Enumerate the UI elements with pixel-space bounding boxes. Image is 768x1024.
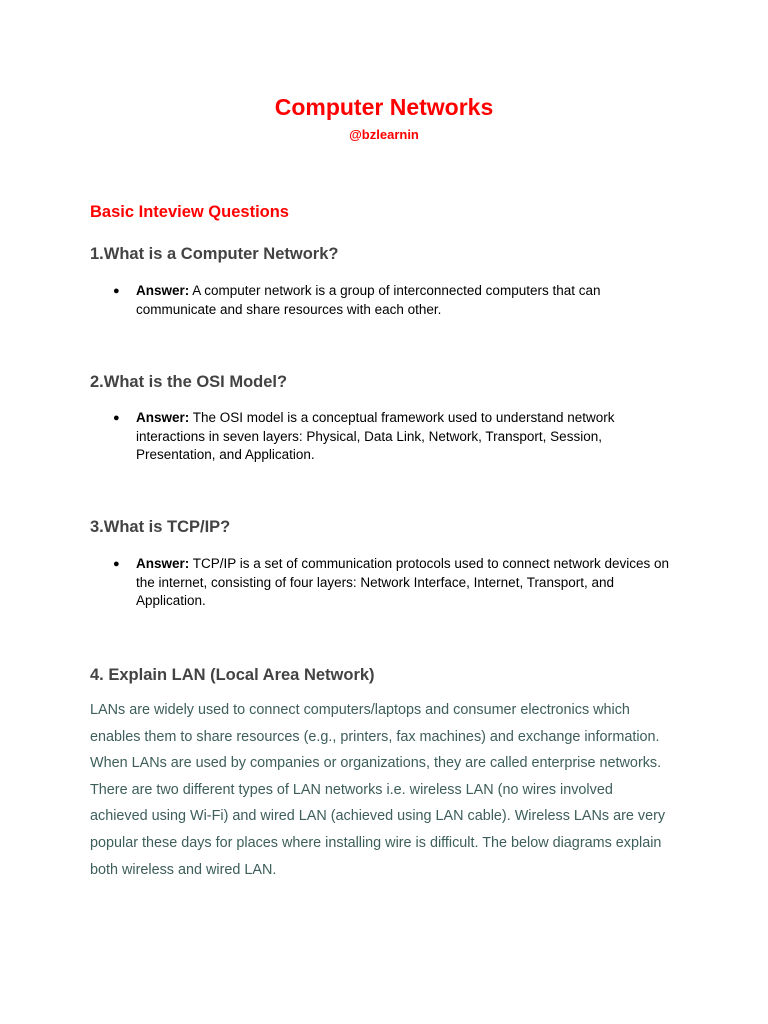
answer-label: Answer: <box>136 410 190 425</box>
document-title: Computer Networks <box>274 94 494 120</box>
lan-paragraph: LANs are widely used to connect computers/laptops and consumer electronics which enables them to share resources (e.g., printers, fax machines) and exchange information. When LANs are used by companies or organizations, they are called enterprise networks. There are two different types of LAN networks i.e. wireless LAN (no wires involved achieved using Wi-Fi) and wired LAN (achieved using LAN cable). Wireless LANs are very popular these days for places where installing wire is difficult. The below diagrams explain both wireless and wired LAN. <box>90 702 666 878</box>
answer-item-2 <box>113 409 683 465</box>
answer-body: The OSI model is a conceptual framework used to understand network interactions in seven layers: Physical, Data Link, Network, Transport, Session, Presentation, and Application. <box>136 410 615 462</box>
bullet-icon: ● <box>113 285 120 297</box>
document-subtitle: @bzlearnin <box>349 127 419 142</box>
answer-label: Answer: <box>136 556 190 571</box>
answer-body: A computer network is a group of interconnected computers that can communicate and share resources with each other. <box>136 283 601 317</box>
bullet-icon: ● <box>113 558 120 570</box>
answer-item-3 <box>113 555 683 611</box>
answer-label: Answer: <box>136 283 190 298</box>
section-heading: Basic Inteview Questions <box>90 203 289 221</box>
answer-body: TCP/IP is a set of communication protocols used to connect network devices on the internet, consisting of four layers: Network Interface, Internet, Transport, and Application. <box>136 556 670 608</box>
question-heading-3: 3.What is TCP/IP? <box>90 518 231 536</box>
answer-text-3 <box>136 555 683 611</box>
answer-text-2 <box>136 409 683 465</box>
question-heading-2: 2.What is the OSI Model? <box>90 373 288 391</box>
answer-text-1 <box>136 282 683 319</box>
lan-section-heading: 4. Explain LAN (Local Area Network) <box>90 666 375 684</box>
question-heading-1: 1.What is a Computer Network? <box>90 245 339 263</box>
bullet-icon: ● <box>113 412 120 424</box>
answer-item-1 <box>113 282 683 319</box>
